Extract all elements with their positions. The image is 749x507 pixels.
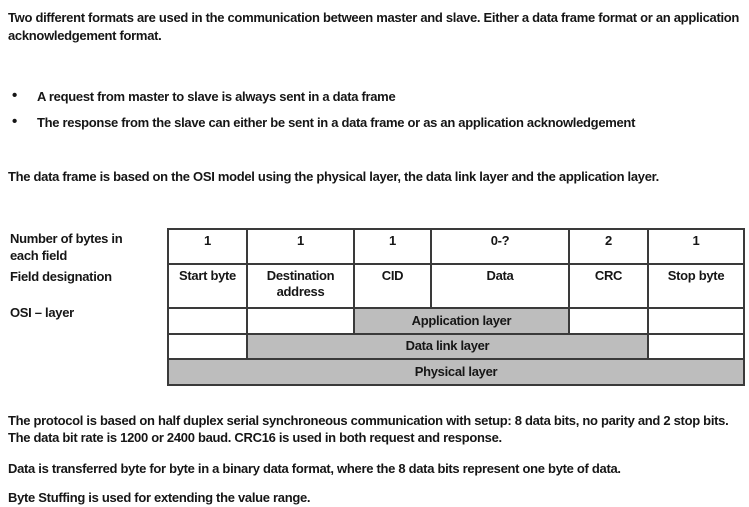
app-layer-empty-cell-1 [168,308,247,334]
frame-table-row-labels [8,228,167,386]
bullet-item-request: • A request from master to slave is always sent in a data frame [12,88,745,106]
protocol-note-paragraph: The protocol is based on half duplex serial synchroneous communication with setup: 8 data bits, no parity and 2 stop bits. The data bit rate is 1200 or 2400 baud. CRC16 is used in both request and response. [8,412,729,445]
data-link-empty-cell-2 [648,334,744,359]
count-cid: 1 [354,229,431,264]
frame-table-section [8,228,745,386]
application-layer-row [168,308,744,334]
transfer-note-paragraph: Data is transferred byte for byte in a binary data format, where the 8 data bits represent one byte of data. [8,460,621,476]
field-crc: CRC [569,264,648,308]
field-stop-byte: Stop byte [648,264,744,308]
bullet-list [8,88,745,131]
field-data: Data [431,264,569,308]
count-destination-address: 1 [247,229,354,264]
row-label-byte-count: Number of bytes in each field [10,230,123,263]
bullet-item-response: • The response from the slave can either be sent in a data frame or as an application acknowledgement [12,114,745,132]
field-start-byte: Start byte [168,264,247,308]
byte-count-row [168,229,744,264]
app-layer-empty-cell-3 [569,308,648,334]
intro-paragraph: Two different formats are used in the communication between master and slave. Either a data frame format or an application acknowledgement format. [8,10,740,43]
data-link-layer-cell: Data link layer [247,334,648,359]
count-stop-byte: 1 [648,229,744,264]
app-layer-empty-cell-2 [247,308,354,334]
count-start-byte: 1 [168,229,247,264]
app-layer-empty-cell-4 [648,308,744,334]
row-label-osi-layer: OSI – layer [10,304,74,320]
count-data: 0-? [431,229,569,264]
application-layer-cell: Application layer [354,308,569,334]
data-frame-table [167,228,745,386]
stuffing-note-paragraph: Byte Stuffing is used for extending the value range. [8,490,311,505]
field-destination-address: Destination address [247,264,354,308]
osi-intro-paragraph: The data frame is based on the OSI model using the physical layer, the data link layer and the application layer. [8,169,659,184]
field-designation-row [168,264,744,308]
row-label-field-designation: Field designation [10,268,112,284]
physical-layer-row [168,359,744,385]
count-crc: 2 [569,229,648,264]
field-cid: CID [354,264,431,308]
physical-layer-cell: Physical layer [168,359,744,385]
data-link-empty-cell-1 [168,334,247,359]
data-link-layer-row [168,334,744,359]
